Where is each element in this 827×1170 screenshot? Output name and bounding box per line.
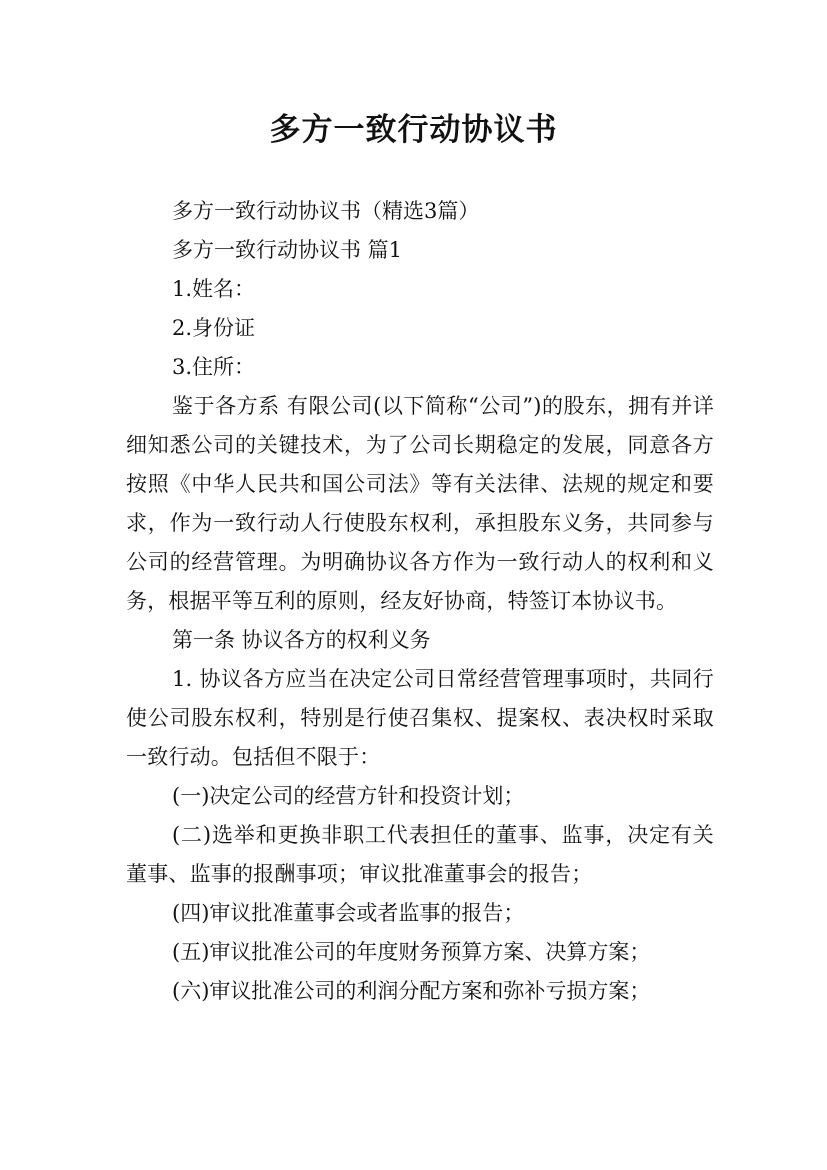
document-body bbox=[126, 192, 714, 1011]
list-item: (六)审议批准公司的利润分配方案和弥补亏损方案； bbox=[172, 979, 651, 1003]
name-field-line: 1.姓名： bbox=[172, 277, 256, 301]
list-item: (二)选举和更换非职工代表担任的董事、监事，决定有关董事、监事的报酬事项；审议批准董事会的报告； bbox=[126, 823, 714, 886]
subtitle-paragraph: 多方一致行动协议书（精选3篇） bbox=[172, 199, 480, 223]
id-field-line: 2.身份证 bbox=[172, 316, 256, 340]
article-heading: 第一条 协议各方的权利义务 bbox=[172, 628, 431, 652]
list-item: (一)决定公司的经营方针和投资计划； bbox=[172, 784, 525, 808]
clause-paragraph: 1. 协议各方应当在决定公司日常经营管理事项时，共同行使公司股东权利，特别是行使召集权、提案权、表决权时采取一致行动。包括但不限于： bbox=[126, 667, 714, 769]
document-title: 多方一致行动协议书 bbox=[269, 112, 558, 148]
section-heading: 多方一致行动协议书 篇1 bbox=[172, 238, 403, 262]
list-item: (四)审议批准董事会或者监事的报告； bbox=[172, 901, 525, 925]
list-item: (五)审议批准公司的年度财务预算方案、决算方案； bbox=[172, 940, 651, 964]
address-field-line: 3.住所： bbox=[172, 355, 256, 379]
preamble-paragraph: 鉴于各方系 有限公司(以下简称“公司”)的股东，拥有并详细知悉公司的关键技术，为了公司长期稳定的发展，同意各方按照《中华人民共和国公司法》等有关法律、法规的规定和要求，作为一致行动人行使股东权利，承担股东义务，共同参与公司的经营管理。为明确协议各方作为一致行动人的权利和义务，根据平等互利的原则，经友好协商，特签订本协议书。 bbox=[126, 394, 714, 613]
